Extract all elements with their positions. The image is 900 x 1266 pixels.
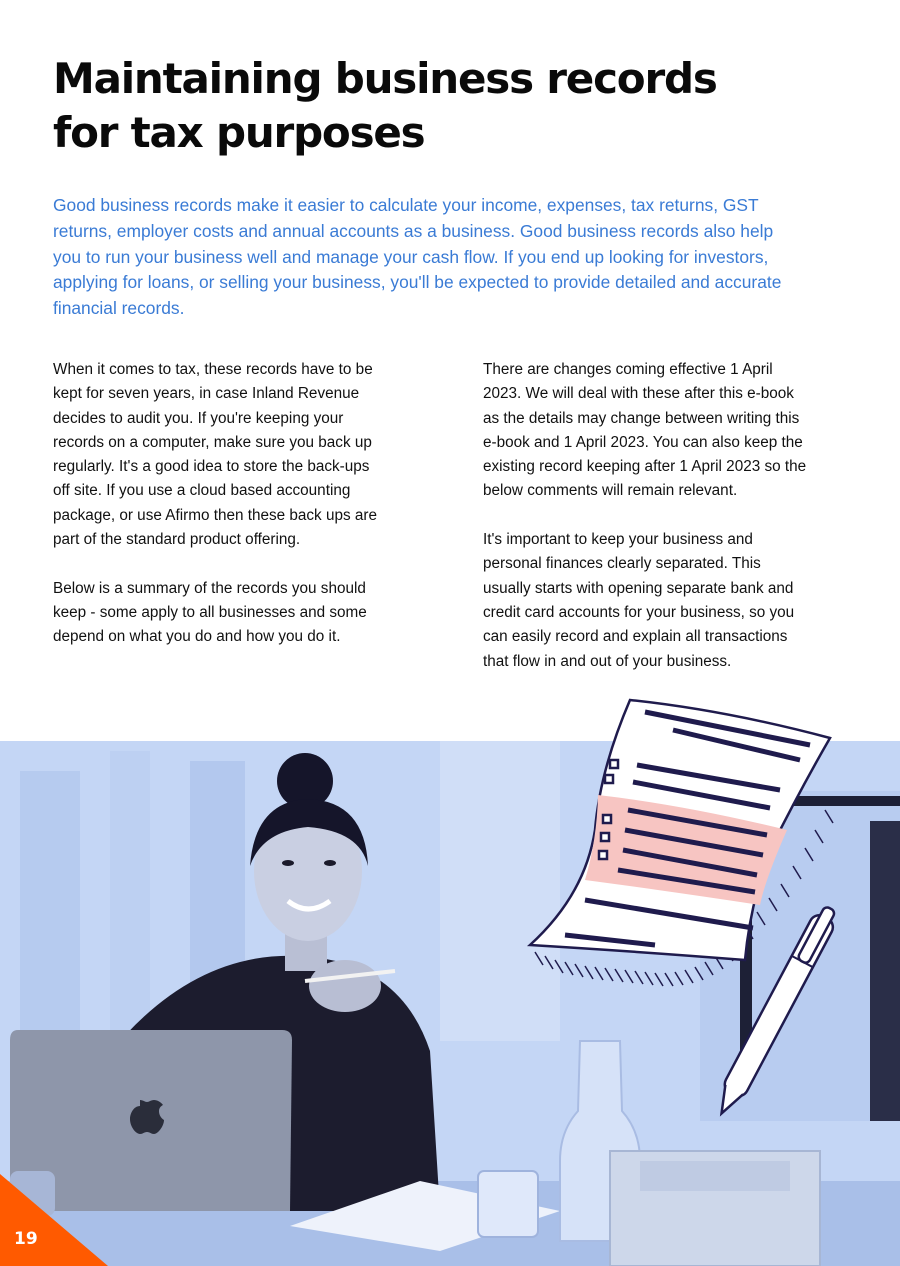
text-line: When it comes to tax, these records have to be <box>53 361 373 378</box>
text-line: It's important to keep your business and <box>483 531 753 549</box>
text-line: credit card accounts for your business, so you <box>483 603 795 621</box>
text-line: existing record keeping after 1 April 2023 so the <box>483 458 807 476</box>
text-line: records on a computer, make sure you back up <box>53 433 372 451</box>
page-title <box>53 52 853 160</box>
text-line: depend on what you do and how you do it. <box>53 628 341 646</box>
text-line: keep - some apply to all businesses and some <box>53 603 367 621</box>
intro-line: returns, employer costs and annual accounts as a business. Good business records also help <box>53 220 774 241</box>
text-line: part of the standard product offering. <box>53 531 301 549</box>
text-line: as the details may change between writing this <box>483 409 800 427</box>
pen-icon <box>710 895 840 1135</box>
text-line: can easily record and explain all transactions <box>483 628 788 646</box>
text-line: decides to audit you. If you're keeping your <box>53 409 344 427</box>
text-line: usually starts with opening separate bank and <box>483 579 794 597</box>
intro-paragraph <box>53 193 853 322</box>
intro-line: Good business records make it easier to calculate your income, expenses, tax returns, GST <box>53 195 759 215</box>
right-paragraph-1 <box>483 358 853 504</box>
text-line: regularly. It's a good idea to store the back-ups <box>53 458 370 476</box>
right-paragraph-2 <box>483 528 853 674</box>
right-column <box>483 358 853 698</box>
text-line: kept for seven years, in case Inland Revenue <box>53 385 360 403</box>
intro-line: you to run your business well and manage your cash flow. If you end up looking for investors, <box>53 246 769 267</box>
text-line: 2023. We will deal with these after this e-book <box>483 385 794 403</box>
left-paragraph-1 <box>53 358 423 552</box>
text-line: e-book and 1 April 2023. You can also keep the <box>483 433 803 451</box>
text-line: that flow in and out of your business. <box>483 652 732 670</box>
left-column <box>53 358 423 674</box>
text-line: package, or use Afirmo then these back ups are <box>53 506 377 524</box>
page-corner-decoration <box>0 1166 120 1266</box>
intro-line: applying for loans, or selling your business, you'll be expected to provide detailed and accurate <box>53 272 782 293</box>
title-line-1: Maintaining business records <box>53 54 717 103</box>
text-line: below comments will remain relevant. <box>483 482 738 500</box>
text-line: There are changes coming effective 1 April <box>483 361 773 378</box>
text-line: personal finances clearly separated. This <box>483 555 761 573</box>
title-line-2: for tax purposes <box>53 108 425 157</box>
left-paragraph-2 <box>53 577 423 650</box>
page-number: 19 <box>14 1229 38 1249</box>
text-line: Below is a summary of the records you should <box>53 579 366 597</box>
intro-line: financial records. <box>53 298 185 319</box>
text-line: off site. If you use a cloud based accounting <box>53 482 351 500</box>
